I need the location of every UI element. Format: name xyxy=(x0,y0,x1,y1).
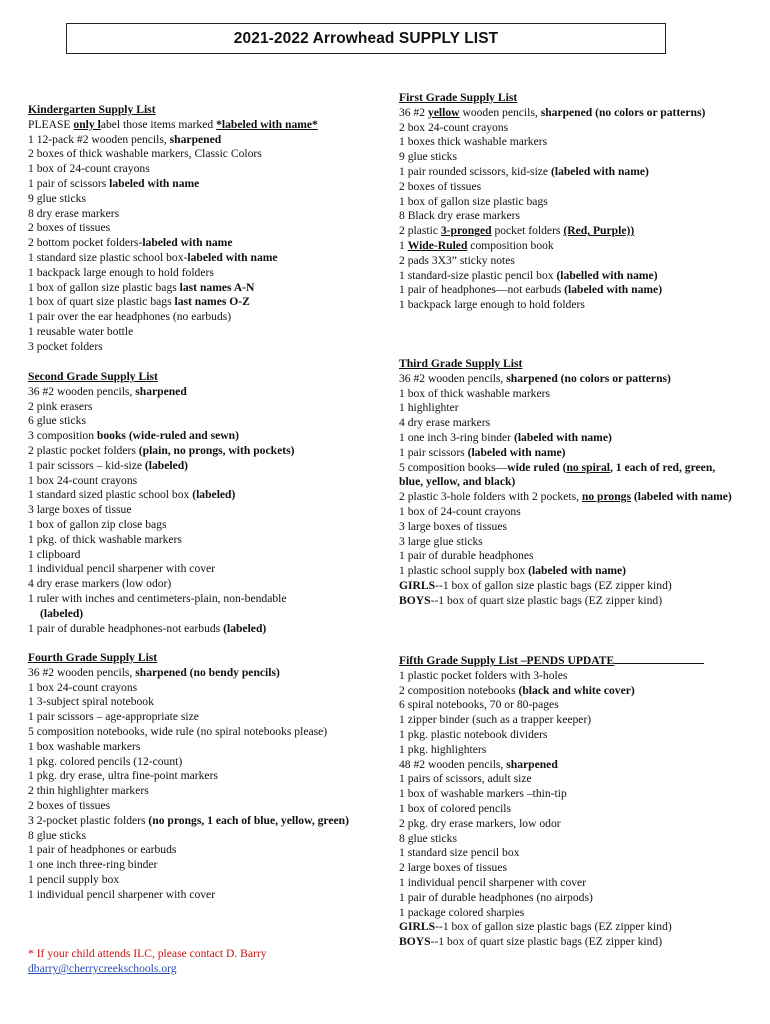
list-item: 2 thin highlighter markers xyxy=(28,784,149,798)
fourth-grade-section xyxy=(28,651,373,903)
list-item: 1 reusable water bottle xyxy=(28,324,134,338)
list-item: 1 standard size plastic school box-labeled with name xyxy=(28,250,278,264)
fifth-grade-heading: Fifth Grade Supply List –PENDS UPDATE xyxy=(399,653,739,669)
ilc-note-text: * If your child attends ILC, please contact D. Barry xyxy=(28,947,267,960)
list-item: 1 boxes thick washable markers xyxy=(399,135,548,149)
list-item: 1 pair scissors – age-appropriate size xyxy=(28,710,199,724)
list-item: 36 #2 wooden pencils, sharpened (no bendy pencils) xyxy=(28,665,280,679)
list-item: 5 composition books—wide ruled (no spiral, 1 each of red, green, blue, yellow, and black) xyxy=(399,460,716,489)
list-item: 6 glue sticks xyxy=(28,414,86,428)
third-grade-heading: Third Grade Supply List xyxy=(399,357,523,370)
first-grade-section xyxy=(399,91,739,313)
ilc-note xyxy=(28,946,368,976)
list-item: 2 boxes of thick washable markers, Classic Colors xyxy=(28,147,262,161)
list-item: 2 boxes of tissues xyxy=(28,221,111,235)
list-item: 1 pair scissors – kid-size (labeled) xyxy=(28,458,189,472)
list-item: 4 dry erase markers xyxy=(399,416,491,430)
list-item: 1 individual pencil sharpener with cover xyxy=(399,875,587,889)
list-item: 6 spiral notebooks, 70 or 80-pages xyxy=(399,698,559,712)
fifth-grade-section xyxy=(399,653,739,950)
list-item: 1 backpack large enough to hold folders xyxy=(399,298,585,312)
list-item: 1 individual pencil sharpener with cover xyxy=(28,887,216,901)
list-item: 1 pkg. of thick washable markers xyxy=(28,532,182,546)
list-item: 5 composition notebooks, wide rule (no spiral notebooks please) xyxy=(28,724,328,738)
list-item: 1 standard size pencil box xyxy=(399,846,520,860)
list-item: 1 one inch three-ring binder xyxy=(28,858,158,872)
list-item: 9 glue sticks xyxy=(28,191,86,205)
list-item: 1 box of washable markers –thin-tip xyxy=(399,787,567,801)
list-item: 8 glue sticks xyxy=(399,831,457,845)
list-item: 2 pads 3X3” sticky notes xyxy=(399,253,515,267)
list-item: 2 pkg. dry erase markers, low odor xyxy=(399,816,561,830)
list-item: 2 plastic pocket folders (plain, no prongs, with pockets) xyxy=(28,443,295,457)
list-item: 3 large boxes of tissues xyxy=(399,519,507,533)
list-item: 2 box 24-count crayons xyxy=(399,120,509,134)
list-item: BOYS--1 box of quart size plastic bags (EZ zipper kind) xyxy=(399,593,663,607)
list-item: 1 individual pencil sharpener with cover xyxy=(28,562,216,576)
list-item: 1 box of thick washable markers xyxy=(399,386,550,400)
list-item: 1 pair scissors (labeled with name) xyxy=(399,445,566,459)
list-item: 1 box of gallon size plastic bags last names A-N xyxy=(28,280,255,294)
list-item: 3 large boxes of tissue xyxy=(28,503,132,517)
list-item: 1 box of gallon zip close bags xyxy=(28,517,167,531)
list-item: 1 pkg. highlighters xyxy=(399,742,487,756)
list-item: 1 box of gallon size plastic bags xyxy=(399,194,548,208)
list-item: 1 pair of durable headphones-not earbuds (labeled) xyxy=(28,621,267,635)
list-item: 2 pink erasers xyxy=(28,399,93,413)
list-item: 1 highlighter xyxy=(399,401,459,415)
list-item: 3 large glue sticks xyxy=(399,534,483,548)
list-item: 2 composition notebooks (black and white cover) xyxy=(399,683,635,697)
list-item: 3 composition books (wide-ruled and sewn) xyxy=(28,429,239,443)
list-item: 1 pair of headphones—not earbuds (labeled with name) xyxy=(399,283,663,297)
list-item: 1 box of quart size plastic bags last names O-Z xyxy=(28,295,250,309)
list-item: 1 one inch 3-ring binder (labeled with name) xyxy=(399,430,612,444)
list-item: 1 package colored sharpies xyxy=(399,905,525,919)
list-item: 4 dry erase markers (low odor) xyxy=(28,577,172,591)
list-item: GIRLS--1 box of gallon size plastic bags (EZ zipper kind) xyxy=(399,578,672,592)
list-item: 8 Black dry erase markers xyxy=(399,209,521,223)
list-item: 3 pocket folders xyxy=(28,339,103,353)
list-item: 1 pkg. colored pencils (12-count) xyxy=(28,754,183,768)
list-item: 1 pair of headphones or earbuds xyxy=(28,843,177,857)
list-item: GIRLS--1 box of gallon size plastic bags (EZ zipper kind) xyxy=(399,920,672,934)
list-item: 36 #2 yellow wooden pencils, sharpened (no colors or patterns) xyxy=(399,105,706,119)
list-item: 1 backpack large enough to hold folders xyxy=(28,265,214,279)
list-item: 1 pair rounded scissors, kid-size (labeled with name) xyxy=(399,164,649,178)
list-item: 36 #2 wooden pencils, sharpened xyxy=(28,384,187,398)
list-item: 8 dry erase markers xyxy=(28,206,120,220)
list-item: 1 3-subject spiral notebook xyxy=(28,695,154,709)
list-item: 1 standard-size plastic pencil box (labelled with name) xyxy=(399,268,658,282)
list-item-continuation: (labeled) xyxy=(40,606,84,620)
list-item: 36 #2 wooden pencils, sharpened (no colors or patterns) xyxy=(399,371,671,385)
list-item: 1 box 24-count crayons xyxy=(28,473,138,487)
list-item: 3 2-pocket plastic folders (no prongs, 1 each of blue, yellow, green) xyxy=(28,813,349,827)
list-item: BOYS--1 box of quart size plastic bags (EZ zipper kind) xyxy=(399,935,663,949)
list-item: 1 pair over the ear headphones (no earbuds) xyxy=(28,310,232,324)
list-item: 1 box washable markers xyxy=(28,739,141,753)
list-item: 1 ruler with inches and centimeters-plain, non-bendable xyxy=(28,591,287,605)
list-item: 1 plastic pocket folders with 3-holes xyxy=(399,668,568,682)
list-item: 1 pkg. plastic notebook dividers xyxy=(399,727,548,741)
kindergarten-heading: Kindergarten Supply List xyxy=(28,103,156,116)
list-item: 1 pkg. dry erase, ultra fine-point markers xyxy=(28,769,218,783)
third-grade-section xyxy=(399,357,739,609)
list-item: 1 box of colored pencils xyxy=(399,801,512,815)
first-grade-heading: First Grade Supply List xyxy=(399,91,518,104)
list-item: 1 pairs of scissors, adult size xyxy=(399,772,532,786)
list-item: 48 #2 wooden pencils, sharpened xyxy=(399,757,558,771)
list-item: 1 clipboard xyxy=(28,547,81,561)
second-grade-heading: Second Grade Supply List xyxy=(28,370,158,383)
list-item: 1 zipper binder (such as a trapper keeper) xyxy=(399,713,592,727)
list-item: 2 boxes of tissues xyxy=(399,179,482,193)
page-title: 2021-2022 Arrowhead SUPPLY LIST xyxy=(66,23,666,54)
list-item: 9 glue sticks xyxy=(399,150,457,164)
contact-email-link[interactable]: dbarry@cherrycreekschools.org xyxy=(28,962,177,975)
list-item: 1 box of 24-count crayons xyxy=(28,162,150,176)
list-item: 2 bottom pocket folders-labeled with name xyxy=(28,236,233,250)
second-grade-section xyxy=(28,370,373,636)
list-item: 1 12-pack #2 wooden pencils, sharpened xyxy=(28,132,222,146)
heading-underline xyxy=(614,653,704,664)
kindergarten-instructions: PLEASE only label those items marked *labeled with name* xyxy=(28,117,318,131)
list-item: 1 pair of durable headphones xyxy=(399,549,534,563)
fourth-grade-heading: Fourth Grade Supply List xyxy=(28,651,158,664)
list-item: 1 plastic school supply box (labeled with name) xyxy=(399,564,627,578)
list-item: 1 pair of durable headphones (no airpods) xyxy=(399,890,593,904)
list-item: 2 large boxes of tissues xyxy=(399,861,507,875)
list-item: 2 boxes of tissues xyxy=(28,798,111,812)
list-item: 1 box 24-count crayons xyxy=(28,680,138,694)
list-item: 2 plastic 3-hole folders with 2 pockets, no prongs (labeled with name) xyxy=(399,490,732,504)
kindergarten-section xyxy=(28,103,373,355)
list-item: 1 standard sized plastic school box (labeled) xyxy=(28,488,236,502)
list-item: 1 Wide-Ruled composition book xyxy=(399,238,554,252)
list-item: 1 pair of scissors labeled with name xyxy=(28,176,200,190)
list-item: 1 box of 24-count crayons xyxy=(399,504,521,518)
list-item: 1 pencil supply box xyxy=(28,872,120,886)
list-item: 2 plastic 3-pronged pocket folders (Red, Purple)) xyxy=(399,224,635,238)
list-item: 8 glue sticks xyxy=(28,828,86,842)
